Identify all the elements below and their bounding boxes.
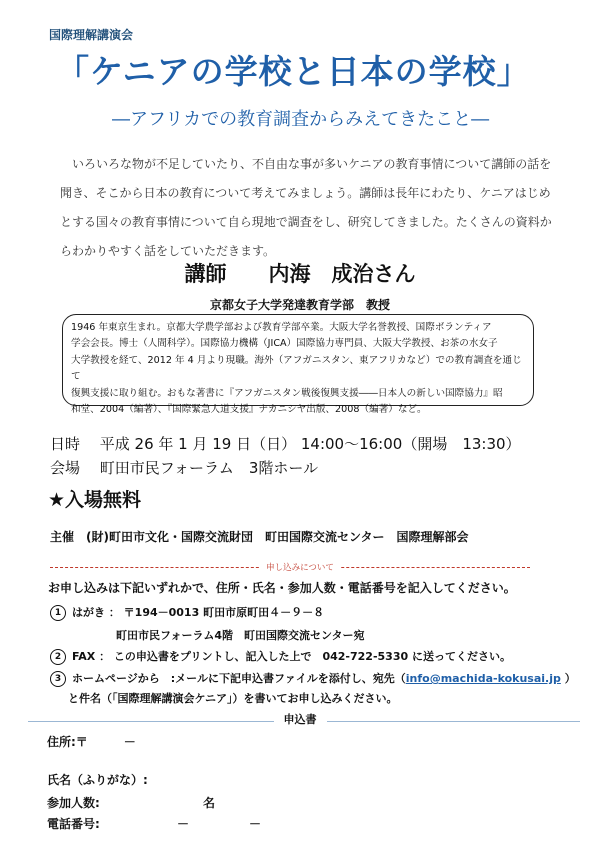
form-phone-label: 電話番号: <box>47 817 100 831</box>
bio-line: 復興支援に取り組む。おもな著書に『アフガニスタン戦後復興支援――日本人の新しい国際協力』昭 <box>71 387 503 399</box>
form-address-label: 住所:〒 － <box>47 735 136 749</box>
application-item-3-cont: と件名（「国際理解講演会ケニア」）を書いてお申し込みください。 <box>68 692 398 705</box>
page-title: 「ケニアの学校と日本の学校」 <box>56 52 531 91</box>
application-instruction: お申し込みは下記いずれかで、住所・氏名・参加人数・電話番号を記入してください。 <box>48 581 516 595</box>
form-phone-dashes: － － <box>177 817 262 831</box>
application-item-1 <box>50 604 324 621</box>
form-count-unit: 名 <box>203 796 216 810</box>
number-badge: 2 <box>50 649 66 665</box>
bio-line: 和堂、2004（編著）、『国際緊急人道支援』ナカニシヤ出版、2008（編著）など。 <box>71 404 427 416</box>
application-item-1-cont: 町田市民フォーラム4階 町田国際交流センター宛 <box>116 629 365 642</box>
speaker-bio-box <box>62 314 534 416</box>
admission-free: ★入場無料 <box>48 489 142 511</box>
number-badge: 3 <box>50 671 66 687</box>
email-link[interactable]: info@machida-kokusai.jp <box>405 672 561 685</box>
page-subtitle: ―アフリカでの教育調査からみえてきたこと― <box>112 109 490 130</box>
event-venue: 会場 町田市民フォーラム 3階ホール <box>50 459 319 477</box>
application-item-text: ホームページから :メールに下記申込書ファイルを添付し、宛先（ <box>72 672 406 685</box>
event-kicker: 国際理解講演会 <box>49 28 134 42</box>
form-title-text: 申込書 <box>274 713 327 726</box>
form-name-label: 氏名（ふりがな）: <box>47 773 148 787</box>
number-badge: 1 <box>50 605 66 621</box>
bio-line: 1946 年東京生まれ。京都大学農学部および教育学部卒業。大阪大学名誉教授、国際ボランティア <box>71 322 492 333</box>
event-host: 主催 (財)町田市文化・国際交流財団 町田国際交流センター 国際理解部会 <box>50 530 469 544</box>
application-item-2 <box>50 648 511 665</box>
event-datetime: 日時 平成 26 年 1 月 19 日（日） 14:00～16:00（開場 13:30） <box>50 435 521 453</box>
application-item-3 <box>50 670 576 687</box>
divider-label-text: 申し込みについて <box>260 563 340 573</box>
application-item-text: はがき ： 〒194－0013 町田市原町田４－９－８ <box>72 606 325 619</box>
application-item-text: ） <box>560 672 576 685</box>
speaker-name: 講師 内海 成治さん <box>184 262 416 286</box>
divider-label <box>0 561 600 573</box>
intro-paragraph: いろいろな物が不足していたり、不自由な事が多いケニアの教育事情について講師の話を聞き、そこから日本の教育について考えてみましょう。講師は長年にわたり、ケニアはじめとする国々の教育事情について自ら現地で調査をし、研究してきました。たくさんの資料からわかりやすく話をしていただきます。 <box>60 157 552 258</box>
form-title <box>0 711 600 727</box>
application-item-text: FAX ： この申込書をプリントし、記入した上で 042-722-5330 に送ってください。 <box>72 650 511 663</box>
form-count-label: 参加人数: <box>47 796 100 810</box>
bio-line: 学会会長。博士（人間科学）。国際協力機構（JICA）国際協力専門員、大阪大学教授、お茶の水女子 <box>71 338 498 350</box>
bio-line: 大学教授を経て、2012 年 4 月より現職。海外（アフガニスタン、東アフリカなど）での教育調査を通じて <box>71 354 522 383</box>
speaker-affiliation: 京都女子大学発達教育学部 教授 <box>209 298 390 312</box>
